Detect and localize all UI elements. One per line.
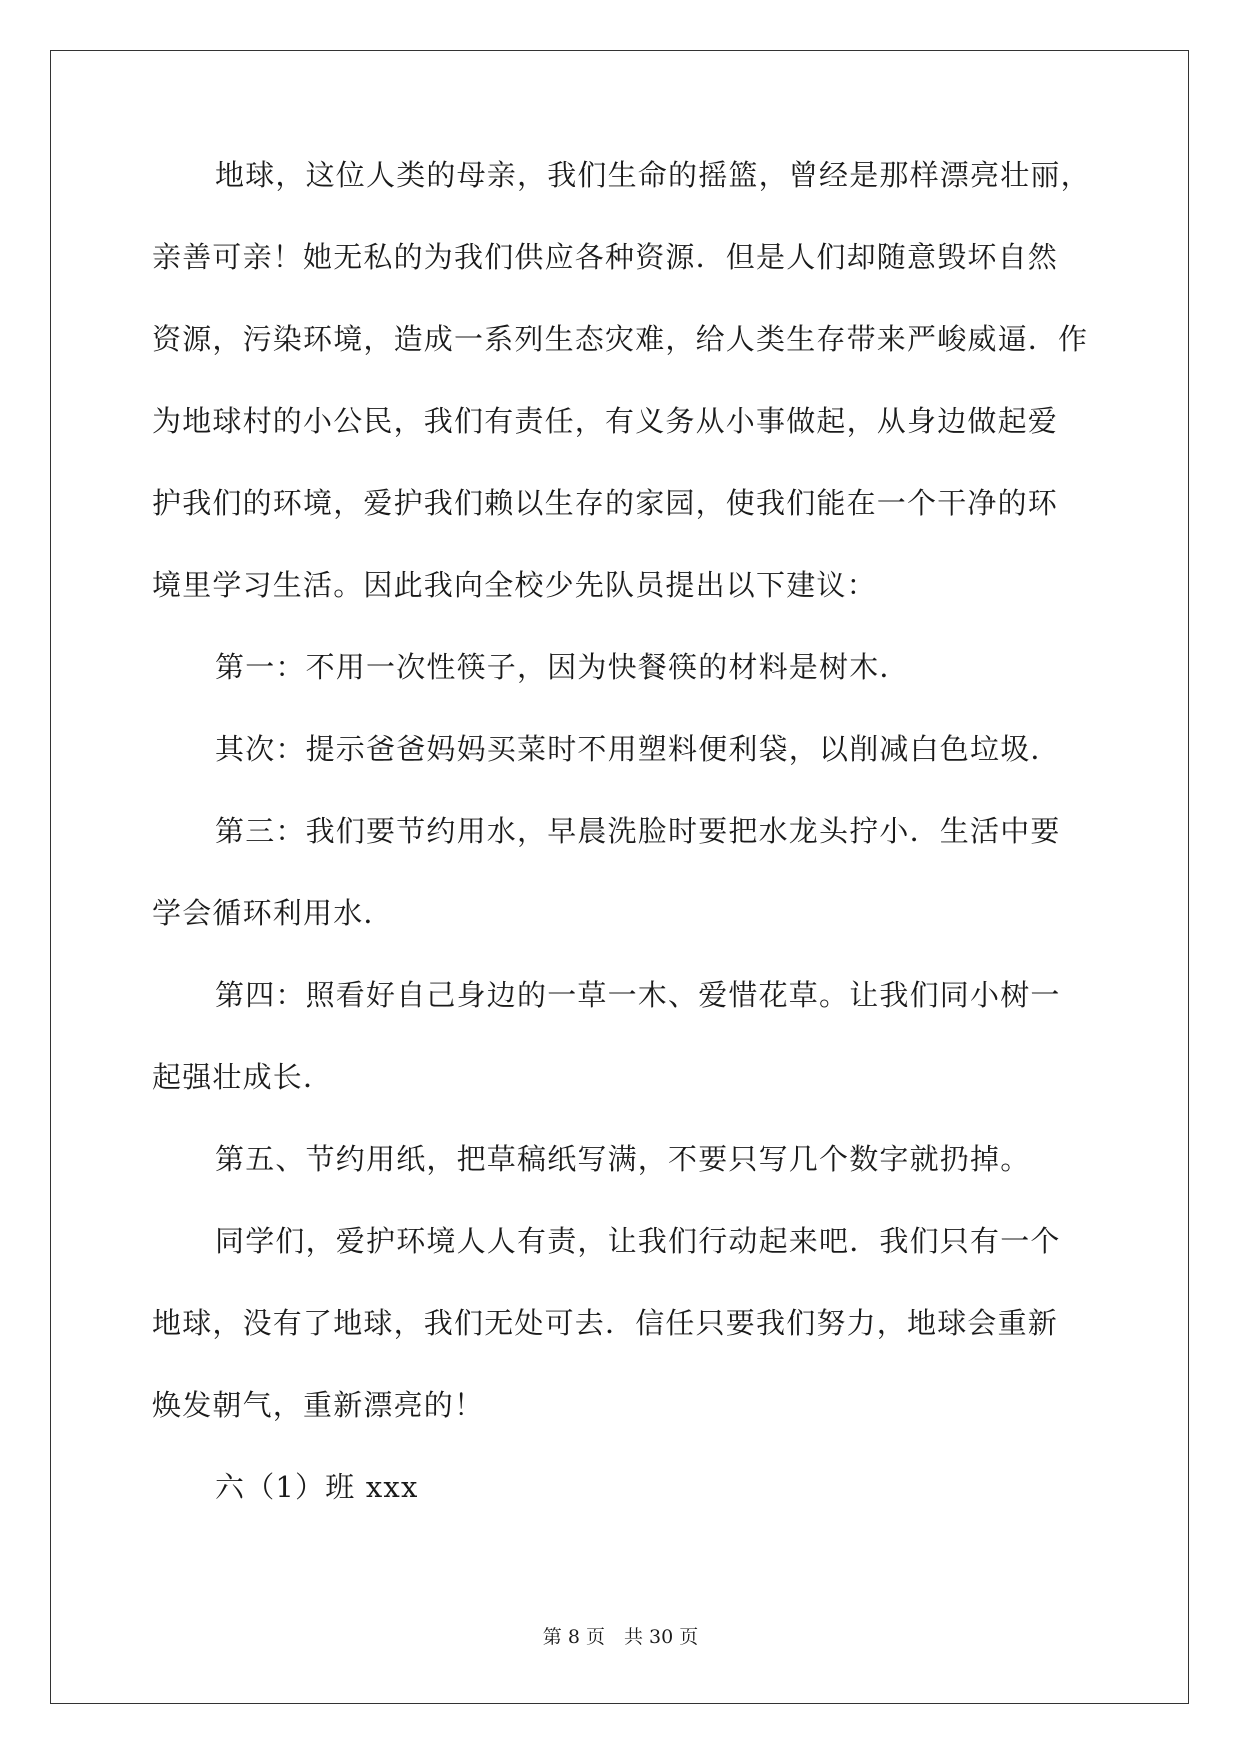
suggestion-line: 第三：我们要节约用水，早晨洗脸时要把水龙头拧小．生活中要 bbox=[215, 814, 1061, 848]
paragraph-line: 为地球村的小公民，我们有责任，有义务从小事做起，从身边做起爱 bbox=[152, 404, 1059, 438]
suggestion-line: 起强壮成长． bbox=[152, 1060, 334, 1094]
paragraph-line: 地球，这位人类的母亲，我们生命的摇篮，曾经是那样漂亮壮丽， bbox=[215, 158, 1091, 192]
suggestion-line: 其次：提示爸爸妈妈买菜时不用塑料便利袋，以削减白色垃圾． bbox=[215, 732, 1061, 766]
page-number: 第 8 页 共 30 页 bbox=[542, 1626, 699, 1648]
closing-line: 同学们，爱护环境人人有责，让我们行动起来吧．我们只有一个 bbox=[215, 1224, 1061, 1258]
closing-line: 地球，没有了地球，我们无处可去．信任只要我们努力，地球会重新 bbox=[152, 1306, 1059, 1340]
closing-line: 焕发朝气，重新漂亮的！ bbox=[152, 1388, 485, 1422]
suggestion-line: 第四：照看好自己身边的一草一木、爱惜花草。让我们同小树一 bbox=[215, 978, 1061, 1012]
suggestion-line: 学会循环利用水． bbox=[152, 896, 394, 930]
suggestion-line: 第一：不用一次性筷子，因为快餐筷的材料是树木． bbox=[215, 650, 910, 684]
signature-line: 六（1）班 xxx bbox=[215, 1470, 419, 1504]
paragraph-line: 护我们的环境，爱护我们赖以生存的家园，使我们能在一个干净的环 bbox=[152, 486, 1059, 520]
paragraph-line: 境里学习生活。因此我向全校少先队员提出以下建议： bbox=[152, 568, 877, 602]
suggestion-line: 第五、节约用纸，把草稿纸写满，不要只写几个数字就扔掉。 bbox=[215, 1142, 1031, 1176]
paragraph-line: 亲善可亲！她无私的为我们供应各种资源．但是人们却随意毁坏自然 bbox=[152, 240, 1059, 274]
paragraph-line: 资源，污染环境，造成一系列生态灾难，给人类生存带来严峻威逼．作 bbox=[152, 322, 1089, 356]
document-body bbox=[152, 160, 1092, 1554]
